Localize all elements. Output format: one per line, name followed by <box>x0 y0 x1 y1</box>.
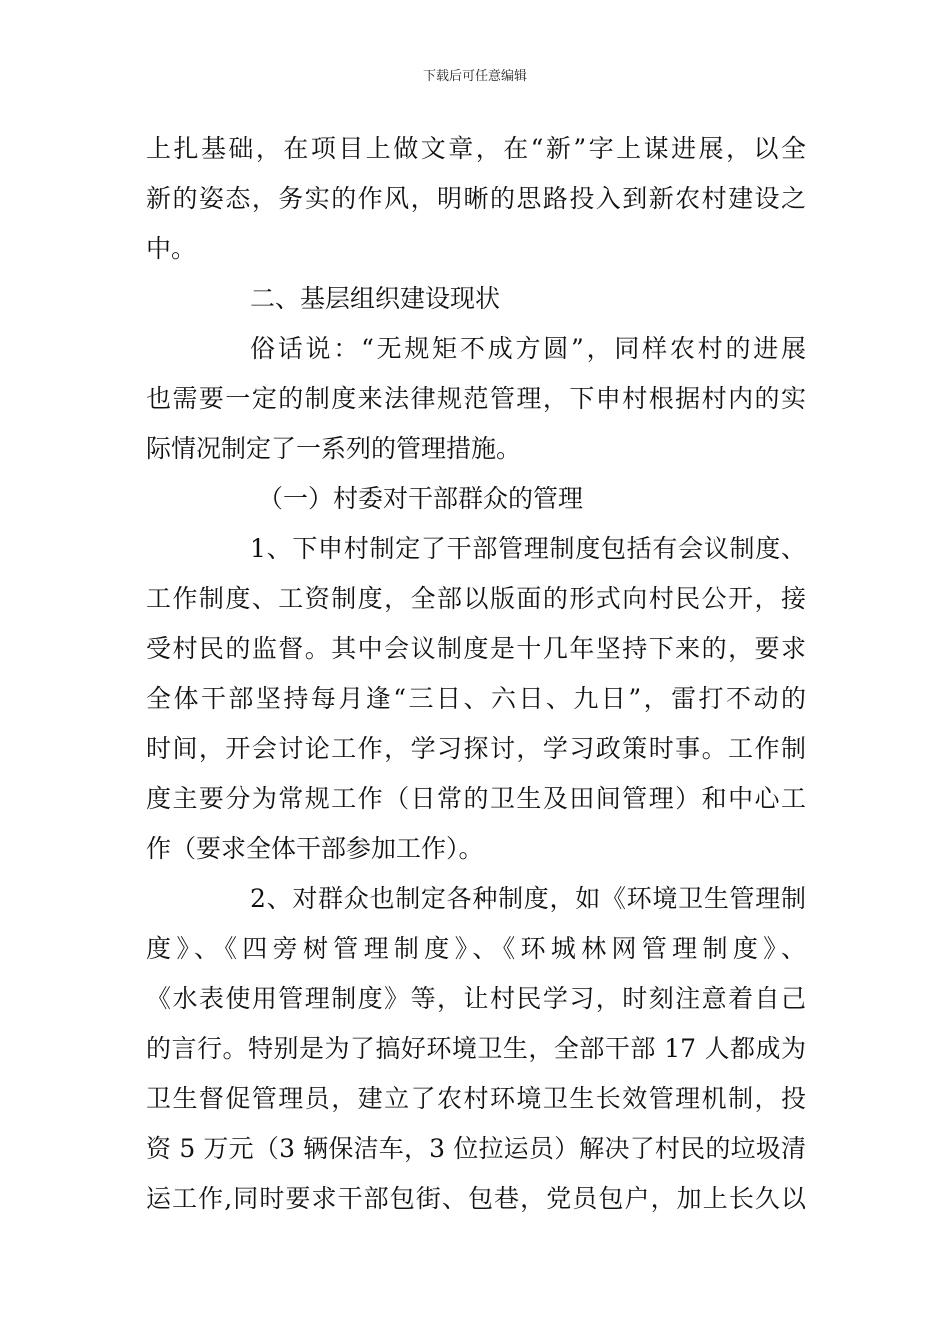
text-line: 工作制度、工资制度，全部以版面的形式向村民公开，接 <box>146 584 806 613</box>
text-line: 资 5 万元（3 辆保洁车，3 位拉运员）解决了村民的垃圾清 <box>146 1134 806 1163</box>
text-line: 《水表使用管理制度》等，让村民学习，时刻注意着自己 <box>146 984 806 1013</box>
page-header: 下载后可任意编辑 <box>422 69 527 84</box>
section-heading: 二、基层组织建设现状 <box>250 284 501 313</box>
paragraph-proverb <box>146 324 806 474</box>
text-line: 新的姿态，务实的作风，明晰的思路投入到新农村建设之 <box>146 184 806 213</box>
paragraph-intro <box>146 124 806 274</box>
paragraph-cadre-management <box>146 524 806 874</box>
text-line: 作（要求全体干部参加工作）。 <box>146 834 484 863</box>
text-line: 上扎基础，在项目上做文章，在“新”字上谋进展，以全 <box>146 134 806 163</box>
text-line: 全体干部坚持每月逢“三日、六日、九日”，雷打不动的 <box>146 684 806 713</box>
document-body <box>146 124 806 1224</box>
text-line: 时间，开会讨论工作，学习探讨，学习政策时事。工作制 <box>146 734 806 763</box>
text-line: 中。 <box>146 234 197 263</box>
text-line: 的言行。特别是为了搞好环境卫生，全部干部 17 人都成为 <box>146 1034 806 1063</box>
text-line: 1、下申村制定了干部管理制度包括有会议制度、 <box>250 534 806 563</box>
text-line: 也需要一定的制度来法律规范管理，下申村根据村内的实 <box>146 384 806 413</box>
text-line: 度》、《四旁树管理制度》、《环城林网管理制度》、 <box>146 934 806 963</box>
text-line: 度主要分为常规工作（日常的卫生及田间管理）和中心工 <box>146 784 806 813</box>
text-line: 2、对群众也制定各种制度，如《环境卫生管理制 <box>250 884 806 913</box>
subsection-heading: （一）村委对干部群众的管理 <box>258 484 584 513</box>
text-line: 运工作,同时要求干部包街、包巷，党员包户，加上长久以 <box>146 1184 806 1213</box>
paragraph-public-management <box>146 874 806 1224</box>
text-line: 俗话说：“无规矩不成方圆”，同样农村的进展 <box>250 334 806 363</box>
text-line: 际情况制定了一系列的管理措施。 <box>146 434 522 463</box>
text-line: 卫生督促管理员，建立了农村环境卫生长效管理机制，投 <box>146 1084 806 1113</box>
text-line: 受村民的监督。其中会议制度是十几年坚持下来的，要求 <box>146 634 806 663</box>
